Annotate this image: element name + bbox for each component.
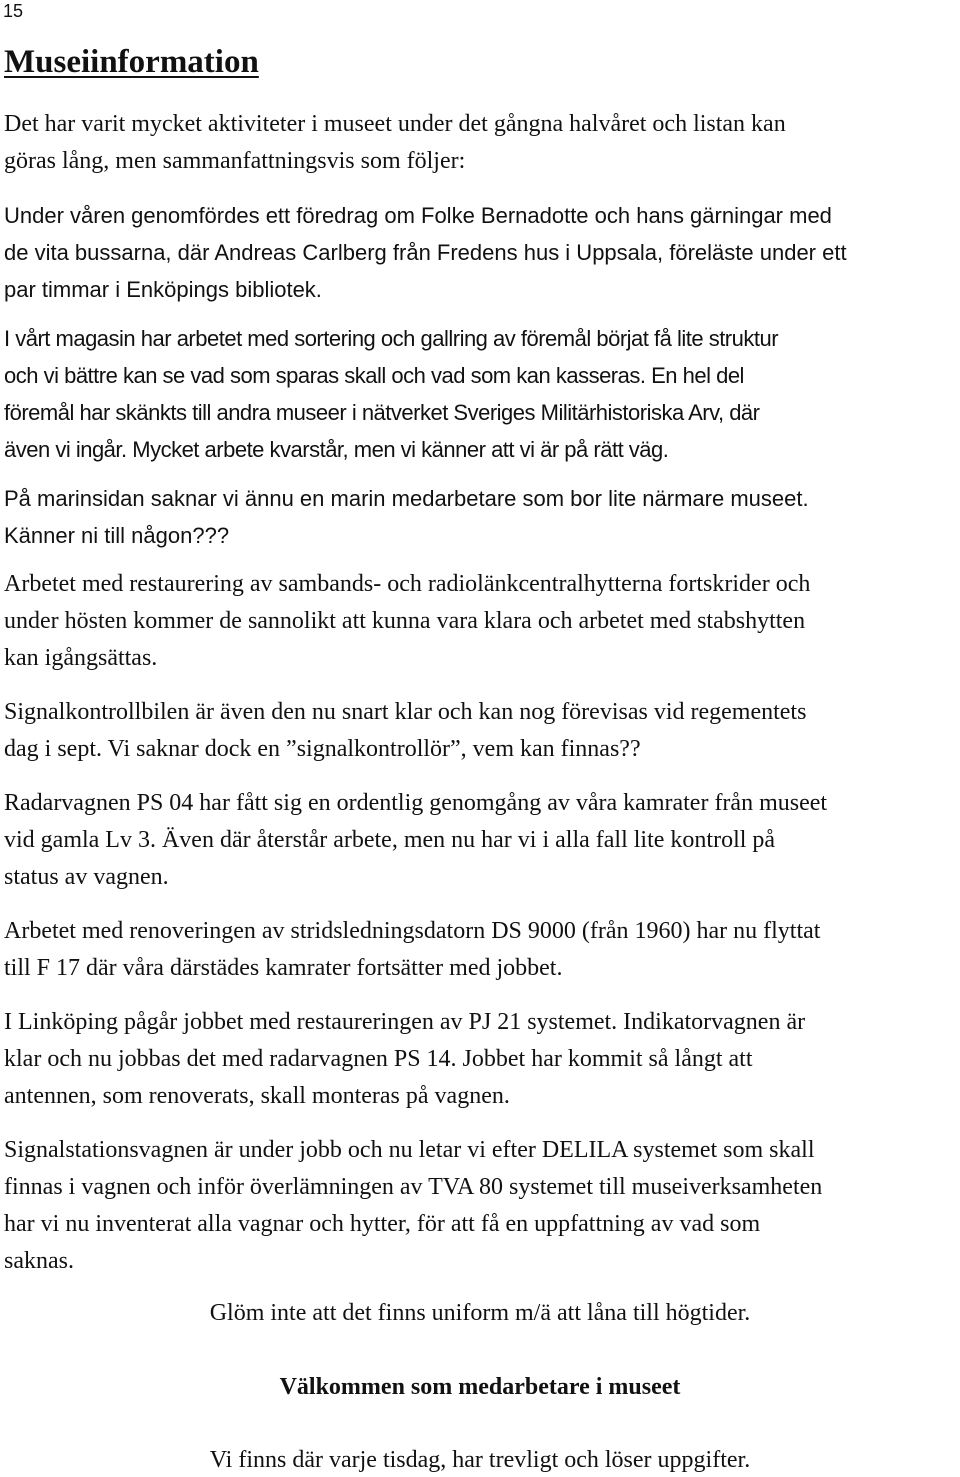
paragraph-intro <box>4 106 960 180</box>
text-line: göras lång, men sammanfattningsvis som följer: <box>4 148 466 174</box>
text-line: Under våren genomfördes ett föredrag om Folke Bernadotte och hans gärningar med <box>4 203 832 228</box>
text-line: status av vagnen. <box>4 864 169 890</box>
text-line: och vi bättre kan se vad som sparas skall och vad som kan kasseras. En hel del <box>4 363 744 388</box>
text-line: I Linköping pågår jobbet med restaureringen av PJ 21 systemet. Indikatorvagnen är <box>4 1009 806 1035</box>
welcome-heading: Välkommen som medarbetare i museet <box>279 1374 681 1400</box>
text-line: På marinsidan saknar vi ännu en marin medarbetare som bor lite närmare museet. <box>4 486 809 511</box>
meeting-info: Vi finns där varje tisdag, har trevligt och löser uppgifter. <box>209 1447 751 1473</box>
text-line: Signalstationsvagnen är under jobb och nu letar vi efter DELILA systemet som skall <box>4 1137 815 1163</box>
text-line: dag i sept. Vi saknar dock en ”signalkontrollör”, vem kan finnas?? <box>4 736 641 762</box>
page-title: Museiinformation <box>4 44 259 80</box>
text-line: har vi nu inventerat alla vagnar och hytter, för att få en uppfattning av vad som <box>4 1211 761 1237</box>
paragraph-ds9000 <box>4 913 960 987</box>
text-line: föremål har skänkts till andra museer i nätverket Sveriges Militärhistoriska Arv, där <box>4 400 760 425</box>
paragraph-linkoping <box>4 1004 960 1115</box>
text-line: Signalkontrollbilen är även den nu snart klar och kan nog förevisas vid regementets <box>4 699 807 725</box>
paragraph-signal-vehicle <box>4 694 960 768</box>
article-body <box>4 106 960 1297</box>
paragraph-restoration <box>4 566 960 677</box>
text-line: kan igångsättas. <box>4 645 158 671</box>
text-line: finnas i vagnen och inför överlämningen av TVA 80 systemet till museiverksamheten <box>4 1174 823 1200</box>
page-number: 15 <box>3 1 24 21</box>
paragraph-navy <box>4 480 960 554</box>
text-line: saknas. <box>4 1248 74 1274</box>
text-line: de vita bussarna, där Andreas Carlberg från Fredens hus i Uppsala, föreläste under ett <box>4 240 847 265</box>
uniform-reminder: Glöm inte att det finns uniform m/ä att låna till högtider. <box>209 1300 751 1326</box>
text-line: Känner ni till någon??? <box>4 523 230 548</box>
text-line: par timmar i Enköpings bibliotek. <box>4 277 322 302</box>
text-line: vid gamla Lv 3. Även där återstår arbete, men nu har vi i alla fall lite kontroll på <box>4 827 776 853</box>
text-line: I vårt magasin har arbetet med sortering och gallring av föremål börjat få lite struktur <box>4 326 779 351</box>
text-line: även vi ingår. Mycket arbete kvarstår, men vi känner att vi är på rätt väg. <box>4 437 669 462</box>
text-line: Det har varit mycket aktiviteter i museet under det gångna halvåret och listan kan <box>4 111 786 137</box>
text-line: till F 17 där våra därstädes kamrater fortsätter med jobbet. <box>4 955 563 981</box>
text-line: klar och nu jobbas det med radarvagnen PS 14. Jobbet har kommit så långt att <box>4 1046 753 1072</box>
text-line: antennen, som renoverats, skall monteras på vagnen. <box>4 1083 510 1109</box>
paragraph-radar-ps04 <box>4 785 960 896</box>
paragraph-signal-station <box>4 1132 960 1280</box>
text-line: under hösten kommer de sannolikt att kunna vara klara och arbetet med stabshytten <box>4 608 806 634</box>
text-line: Arbetet med renoveringen av stridsledningsdatorn DS 9000 (från 1960) har nu flyttat <box>4 918 821 944</box>
text-line: Radarvagnen PS 04 har fått sig en ordentlig genomgång av våra kamrater från museet <box>4 790 828 816</box>
text-line: Arbetet med restaurering av sambands- och radiolänkcentralhytterna fortskrider och <box>4 571 811 597</box>
paragraph-lecture <box>4 197 960 308</box>
paragraph-storage <box>4 320 960 468</box>
